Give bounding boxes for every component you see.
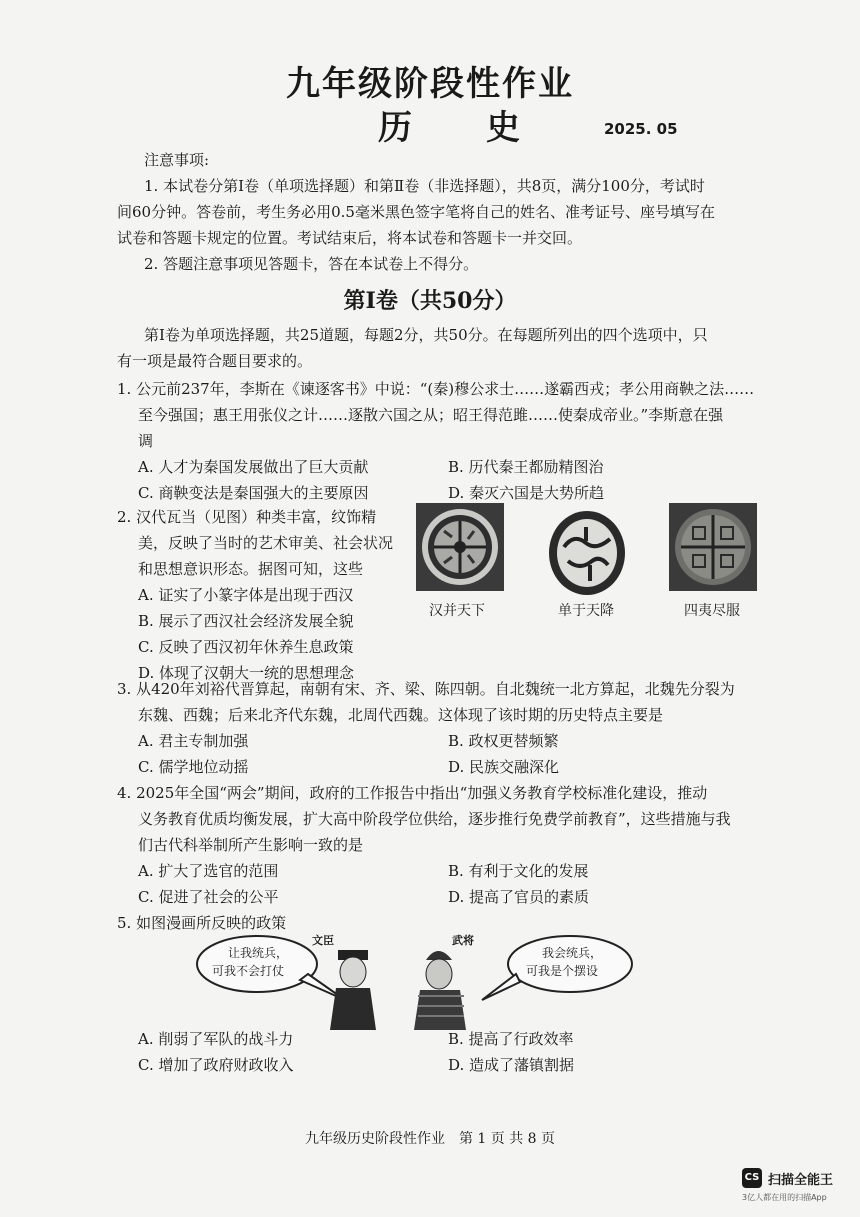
subject-title: 历 史 bbox=[378, 108, 540, 148]
q1-option-c: C. 商鞅变法是秦国强大的主要原因 bbox=[138, 484, 369, 502]
notice-line: 试卷和答题卡规定的位置。考试结束后，将本试卷和答题卡一并交回。 bbox=[117, 229, 583, 247]
exam-date: 2025. 05 bbox=[604, 120, 678, 138]
q4-option-b: B. 有利于文化的发展 bbox=[448, 862, 589, 880]
q5-option-c: C. 增加了政府财政收入 bbox=[138, 1056, 294, 1074]
scanner-logo-icon: CS bbox=[742, 1168, 762, 1188]
right-figure-label: 武将 bbox=[452, 934, 474, 947]
q3-option-a: A. 君主专制加强 bbox=[138, 732, 249, 750]
q4-option-d: D. 提高了官员的素质 bbox=[448, 888, 590, 906]
q3-option-c: C. 儒学地位动摇 bbox=[138, 758, 249, 776]
right-bubble-text: 可我是个摆设 bbox=[526, 964, 599, 978]
q4-option-c: C. 促进了社会的公平 bbox=[138, 888, 279, 906]
notice-heading: 注意事项: bbox=[144, 151, 210, 169]
q5-option-d: D. 造成了藩镇割据 bbox=[448, 1056, 575, 1074]
q2-option-b: B. 展示了西汉社会经济发展全貌 bbox=[138, 612, 354, 630]
q2-stem: 美，反映了当时的艺术审美、社会状况 bbox=[138, 534, 394, 552]
q1-option-a: A. 人才为秦国发展做出了巨大贡献 bbox=[138, 458, 369, 476]
tile-caption: 汉并天下 bbox=[429, 603, 485, 619]
section-title: 第Ⅰ卷（共50分） bbox=[343, 288, 517, 314]
q2-option-a: A. 证实了小篆字体是出现于西汉 bbox=[138, 586, 354, 604]
q3-stem: 3. 从420年刘裕代晋算起，南朝有宋、齐、梁、陈四朝。自北魏统一北方算起，北魏先分裂为 bbox=[117, 680, 735, 698]
tile-caption: 单于天降 bbox=[558, 603, 614, 619]
q1-stem: 1. 公元前237年，李斯在《谏逐客书》中说：“(秦)穆公求士……遂霸西戎；孝公用商鞅之法…… bbox=[117, 380, 755, 398]
q1-stem: 调 bbox=[138, 432, 154, 450]
q4-option-a: A. 扩大了选官的范围 bbox=[138, 862, 279, 880]
q4-stem: 义务教育优质均衡发展，扩大高中阶段学位供给，逐步推行免费学前教育”，这些措施与我 bbox=[138, 810, 731, 828]
q1-stem: 至今强国；惠王用张仪之计……逐散六国之从；昭王得范雎……使秦成帝业。”李斯意在强 bbox=[138, 406, 724, 424]
left-bubble-text: 可我不会打仗 bbox=[212, 964, 285, 978]
q2-option-c: C. 反映了西汉初年休养生息政策 bbox=[138, 638, 354, 656]
cartoon-illustration bbox=[190, 930, 640, 1030]
scanner-tagline: 3亿人都在用的扫描App bbox=[742, 1193, 827, 1202]
section-intro: 有一项是最符合题目要求的。 bbox=[117, 352, 313, 370]
tile-image-chan-yu-tian-jiang bbox=[546, 505, 628, 597]
exam-title: 九年级阶段性作业 bbox=[286, 64, 574, 104]
q1-option-b: B. 历代秦王都励精图治 bbox=[448, 458, 604, 476]
section-intro: 第Ⅰ卷为单项选择题，共25道题，每题2分，共50分。在每题所列出的四个选项中，只 bbox=[144, 326, 708, 344]
q2-stem: 2. 汉代瓦当（见图）种类丰富，纹饰精 bbox=[117, 508, 377, 526]
q5-stem: 5. 如图漫画所反映的政策 bbox=[117, 914, 287, 932]
tile-image-han-bing-tian-xia bbox=[416, 503, 504, 591]
q2-stem: 和思想意识形态。据图可知，这些 bbox=[138, 560, 364, 578]
notice-line: 间60分钟。答卷前，考生务必用0.5毫米黑色签字笔将自己的姓名、准考证号、座号填写在 bbox=[117, 203, 715, 221]
notice-line: 1. 本试卷分第Ⅰ卷（单项选择题）和第Ⅱ卷（非选择题），共8页，满分100分，考试时 bbox=[144, 177, 705, 195]
q5-option-b: B. 提高了行政效率 bbox=[448, 1030, 574, 1048]
q2-option-d: D. 体现了汉朝大一统的思想理念 bbox=[138, 664, 355, 682]
scanner-app-name: 扫描全能王 bbox=[768, 1173, 834, 1188]
q3-option-d: D. 民族交融深化 bbox=[448, 758, 560, 776]
left-figure-label: 文臣 bbox=[312, 934, 334, 947]
notice-line: 2. 答题注意事项见答题卡，答在本试卷上不得分。 bbox=[144, 255, 479, 273]
q3-option-b: B. 政权更替频繁 bbox=[448, 732, 559, 750]
q4-stem: 4. 2025年全国“两会”期间，政府的工作报告中指出“加强义务教育学校标准化建设，推动 bbox=[117, 784, 708, 802]
page-footer: 九年级历史阶段性作业 第 1 页 共 8 页 bbox=[304, 1131, 556, 1147]
right-bubble-text: 我会统兵， bbox=[542, 946, 603, 960]
q5-option-a: A. 削弱了军队的战斗力 bbox=[138, 1030, 294, 1048]
tile-caption: 四夷尽服 bbox=[684, 603, 740, 619]
scanner-watermark bbox=[742, 1166, 852, 1206]
q4-stem: 们古代科举制所产生影响一致的是 bbox=[138, 836, 364, 854]
q3-stem: 东魏、西魏；后来北齐代东魏，北周代西魏。这体现了该时期的历史特点主要是 bbox=[138, 706, 664, 724]
q1-option-d: D. 秦灭六国是大势所趋 bbox=[448, 484, 605, 502]
tile-image-si-yi-jin-fu bbox=[669, 503, 757, 591]
left-bubble-text: 让我统兵， bbox=[228, 946, 289, 960]
